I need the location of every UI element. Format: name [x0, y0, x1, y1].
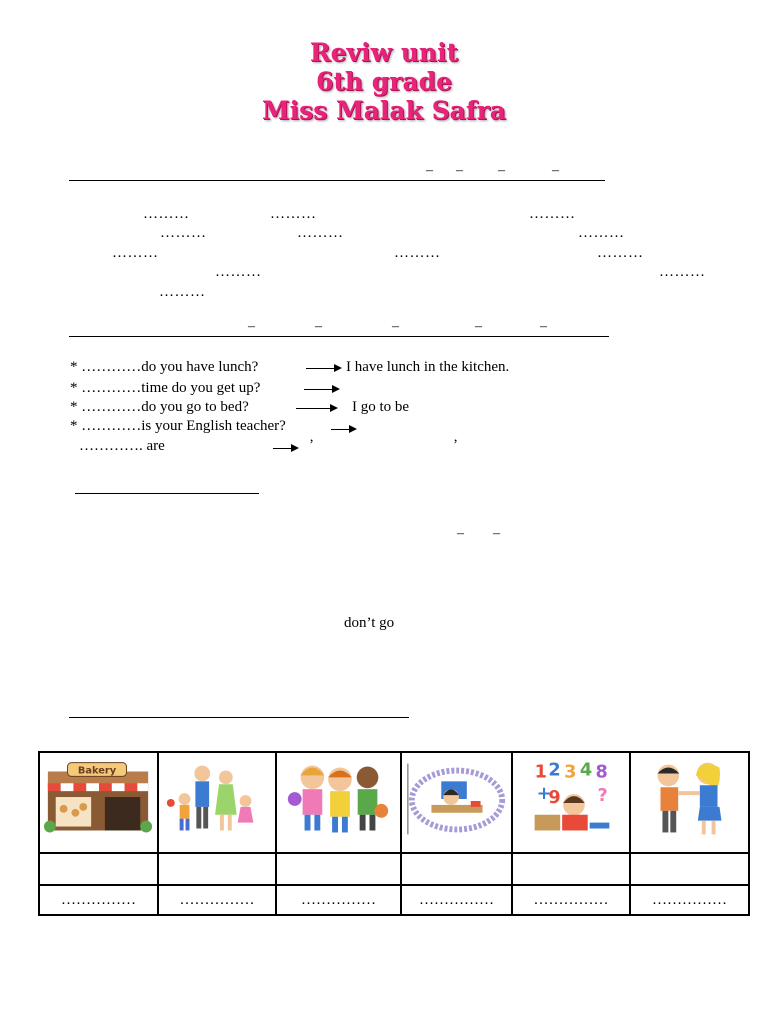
question-row: [70, 358, 258, 376]
blank-8[interactable]: ………: [394, 245, 441, 261]
bullet: *: [70, 359, 78, 375]
bullet: *: [70, 418, 78, 434]
picture-table: [38, 751, 750, 916]
dancing-cell: [630, 752, 749, 853]
dancing-icon: [631, 753, 748, 847]
section2-mark-2: –: [315, 319, 322, 334]
friends-icon: [277, 753, 400, 847]
sentence-fragment: don’t go: [344, 615, 395, 631]
dotted-answer-cell[interactable]: ……………: [630, 885, 749, 915]
svg-text:+: +: [536, 784, 552, 805]
blank-7[interactable]: ………: [112, 245, 159, 261]
blank-4[interactable]: ………: [160, 225, 207, 241]
question-row: [70, 398, 249, 416]
question-row: [70, 379, 260, 397]
question-blank[interactable]: …………: [81, 380, 142, 396]
blank-1[interactable]: ………: [143, 206, 190, 222]
section1-mark-2: –: [456, 163, 463, 178]
svg-text:8: 8: [595, 762, 608, 783]
section2-mark-4: –: [475, 319, 482, 334]
dotted-answer-cell[interactable]: ……………: [512, 885, 630, 915]
blank-2[interactable]: ………: [270, 206, 317, 222]
arrow-icon: [273, 438, 299, 456]
section3-heading-rule: [75, 493, 259, 494]
worksheet-title: [0, 38, 768, 125]
dotted-answer-cell[interactable]: ……………: [39, 885, 158, 915]
svg-text:4: 4: [579, 760, 593, 781]
dotted-answer-cell[interactable]: ……………: [276, 885, 401, 915]
section1-mark-1: –: [426, 163, 433, 178]
title-line-teacher: Miss Malak Safra: [262, 96, 506, 125]
numbers-cell: [512, 752, 630, 853]
question-blank[interactable]: ………….: [79, 438, 143, 454]
blank-12[interactable]: ………: [159, 284, 206, 300]
section3-mark-2: –: [493, 526, 500, 541]
question-row: [70, 417, 286, 435]
bullet: *: [70, 399, 78, 415]
section1-heading-rule: [69, 180, 605, 181]
answer-cell[interactable]: [401, 853, 512, 885]
section2-mark-5: –: [540, 319, 547, 334]
friends-cell: [276, 752, 401, 853]
question-text: do you go to bed?: [141, 399, 249, 415]
answer-cell[interactable]: [39, 853, 158, 885]
answer-apostrophe: ’: [309, 437, 314, 453]
bakery-icon: [40, 753, 157, 847]
answer-cell[interactable]: [158, 853, 276, 885]
question-blank[interactable]: …………: [81, 399, 142, 415]
blank-6[interactable]: ………: [578, 225, 625, 241]
answer-apostrophe: ’: [453, 437, 458, 453]
bakery-cell: [39, 752, 158, 853]
arrow-icon: [306, 358, 342, 376]
section2-mark-1: –: [248, 319, 255, 334]
question-blank[interactable]: …………: [81, 359, 142, 375]
question-text: are: [142, 438, 165, 454]
svg-text:Bakery: Bakery: [77, 765, 117, 777]
section2-mark-3: –: [392, 319, 399, 334]
section2-heading-rule: [69, 336, 609, 337]
section4-heading-rule: [69, 717, 409, 718]
svg-text:2: 2: [548, 760, 561, 781]
study-desk-cell: [401, 752, 512, 853]
answer-cell[interactable]: [512, 853, 630, 885]
svg-text:1: 1: [534, 762, 547, 783]
bullet: *: [70, 380, 78, 396]
blank-11[interactable]: ………: [659, 264, 706, 280]
section1-mark-3: –: [498, 163, 505, 178]
question-text: is your English teacher?: [141, 418, 286, 434]
arrow-icon: [304, 379, 340, 397]
family-cell: [158, 752, 276, 853]
blank-9[interactable]: ………: [597, 245, 644, 261]
blank-10[interactable]: ………: [215, 264, 262, 280]
question-text: time do you get up?: [141, 380, 261, 396]
question-text: do you have lunch?: [141, 359, 259, 375]
svg-text:?: ?: [597, 785, 608, 806]
dotted-answer-cell[interactable]: ……………: [158, 885, 276, 915]
question-row: [79, 437, 165, 455]
answer-cell[interactable]: [630, 853, 749, 885]
arrow-icon: [296, 398, 338, 416]
answer-text: I have lunch in the kitchen.: [346, 359, 510, 375]
arrow-icon: [331, 419, 357, 437]
svg-text:9: 9: [548, 787, 561, 808]
family-icon: [159, 753, 275, 847]
dotted-answer-cell[interactable]: ……………: [401, 885, 512, 915]
blank-5[interactable]: ………: [297, 225, 344, 241]
answer-text: I go to be: [352, 399, 410, 415]
svg-text:3: 3: [564, 762, 577, 783]
title-line-unit: Reviw unit: [309, 38, 459, 67]
answer-cell[interactable]: [276, 853, 401, 885]
numbers-icon: [513, 753, 629, 847]
title-line-grade: 6th grade: [315, 67, 453, 96]
section1-mark-4: –: [552, 163, 559, 178]
question-blank[interactable]: …………: [81, 418, 142, 434]
section3-mark-1: –: [457, 526, 464, 541]
blank-3[interactable]: ………: [529, 206, 576, 222]
study-desk-icon: [402, 753, 511, 847]
